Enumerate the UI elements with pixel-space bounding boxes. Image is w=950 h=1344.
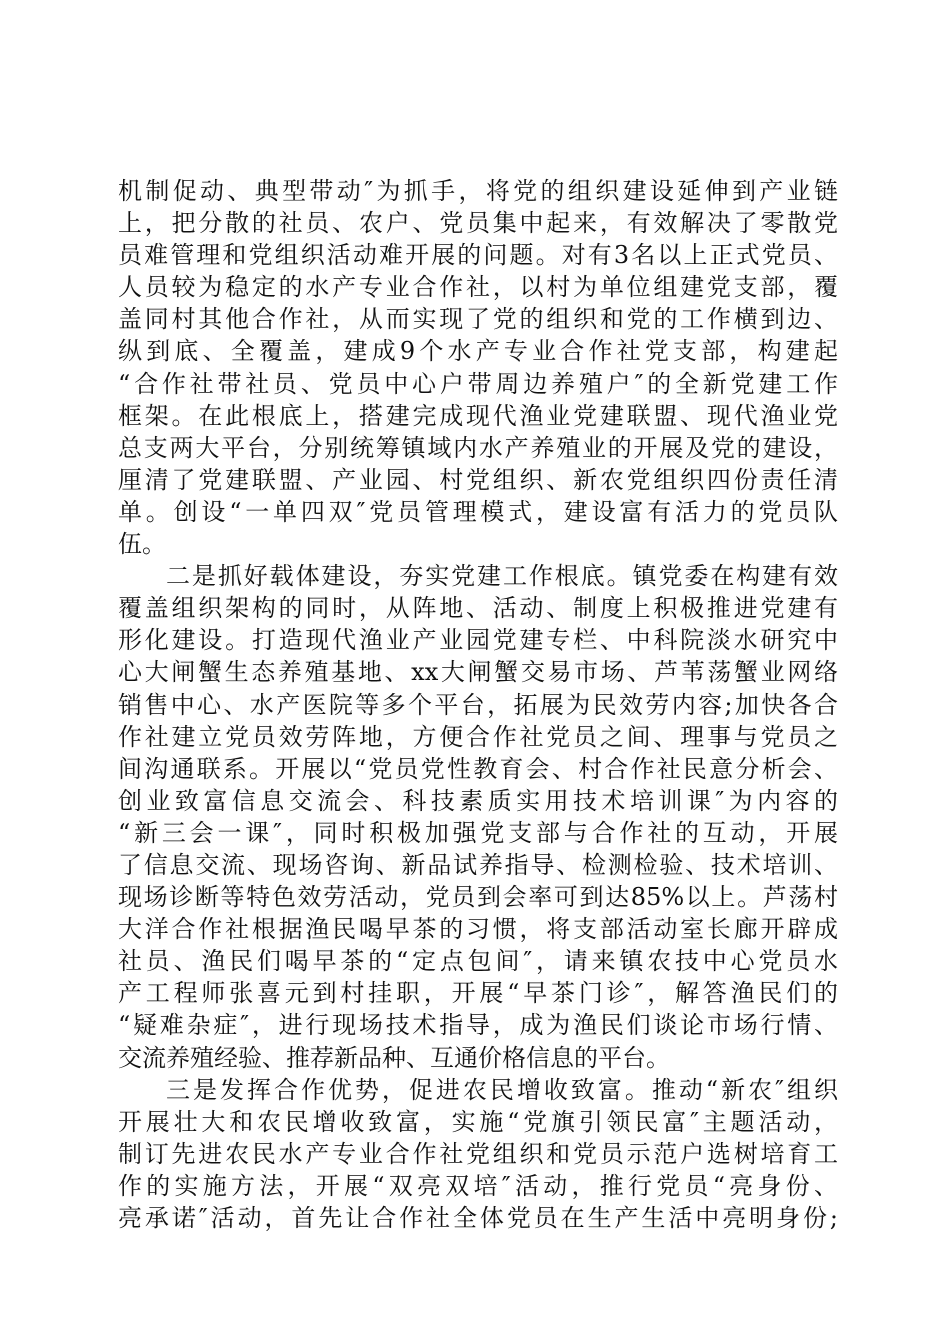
text-line: 二是抓好载体建设，夯实党建工作根底。镇党委在构建有效 — [166, 562, 838, 591]
text-line: 人员较为稳定的水产专业合作社，以村为单位组建党支部，覆 — [118, 273, 838, 302]
text-line: 开展壮大和农民增收致富，实施“党旗引领民富″主题活动， — [118, 1107, 838, 1136]
text-line: 了信息交流、现场咨询、新品试养指导、检测检验、技术培训、 — [118, 850, 838, 879]
text-line: 上，把分散的社员、农户、党员集中起来，有效解决了零散党 — [118, 209, 838, 238]
text-line: 亮承诺″活动，首先让合作社全体党员在生产生活中亮明身份; — [118, 1204, 838, 1232]
text-line: 大洋合作社根据渔民喝早茶的习惯，将支部活动室长廊开辟成 — [118, 915, 838, 944]
text-line: 框架。在此根底上，搭建完成现代渔业党建联盟、现代渔业党 — [118, 401, 838, 430]
text-line: “新三会一课″，同时积极加强党支部与合作社的互动，开展 — [118, 818, 838, 847]
text-line: 机制促动、典型带动″为抓手，将党的组织建设延伸到产业链 — [118, 177, 838, 205]
paragraph-cooperation — [118, 1074, 838, 1234]
text-line: 现场诊断等特色效劳活动，党员到会率可到达85%以上。芦荡村 — [118, 883, 838, 912]
body-text — [118, 175, 838, 1234]
text-line: 制订先进农民水产专业合作社党组织和党员示范户选树培育工 — [118, 1139, 838, 1168]
text-line: 厘清了党建联盟、产业园、村党组织、新农党组织四份责任清 — [118, 465, 838, 494]
text-line: 作社建立党员效劳阵地，方便合作社党员之间、理事与党员之 — [118, 722, 838, 751]
text-line: 单。创设“一单四双″党员管理模式，建设富有活力的党员队 — [118, 497, 838, 526]
text-line: 员难管理和党组织活动难开展的问题。对有3名以上正式党员、 — [118, 241, 838, 270]
text-line: 交流养殖经验、推荐新品种、互通价格信息的平台。 — [118, 1043, 670, 1072]
text-line: 覆盖组织架构的同时，从阵地、活动、制度上积极推进党建有 — [118, 594, 838, 623]
text-line: 伍。 — [118, 530, 166, 559]
text-line: 产工程师张喜元到村挂职，开展“早茶门诊″，解答渔民们的 — [118, 979, 838, 1008]
text-line: 创业致富信息交流会、科技素质实用技术培训课″为内容的 — [118, 786, 838, 815]
text-line: 社员、渔民们喝早茶的“定点包间″，请来镇农技中心党员水 — [118, 947, 838, 976]
text-line: 销售中心、水产医院等多个平台，拓展为民效劳内容;加快各合 — [118, 690, 838, 719]
text-line: 心大闸蟹生态养殖基地、xx大闸蟹交易市场、芦苇荡蟹业网络 — [118, 658, 838, 687]
text-line: 纵到底、全覆盖，建成9个水产专业合作社党支部，构建起 — [118, 337, 838, 366]
text-line: 作的实施方法，开展“双亮双培″活动，推行党员“亮身份、 — [118, 1171, 838, 1200]
paragraph-carrier-building — [118, 560, 838, 1074]
text-line: 三是发挥合作优势，促进农民增收致富。推动“新农″组织 — [166, 1075, 838, 1104]
text-line: “疑难杂症″，进行现场技术指导，成为渔民们谈论市场行情、 — [118, 1011, 838, 1040]
text-line: 总支两大平台，分别统筹镇域内水产养殖业的开展及党的建设， — [118, 433, 838, 462]
text-line: 间沟通联系。开展以“党员党性教育会、村合作社民意分析会、 — [118, 754, 838, 783]
text-line: “合作社带社员、党员中心户带周边养殖户″的全新党建工作 — [118, 369, 838, 398]
text-line: 形化建设。打造现代渔业产业园党建专栏、中科院淡水研究中 — [118, 626, 838, 655]
paragraph-continued — [118, 175, 838, 560]
text-line: 盖同村其他合作社，从而实现了党的组织和党的工作横到边、 — [118, 305, 838, 334]
